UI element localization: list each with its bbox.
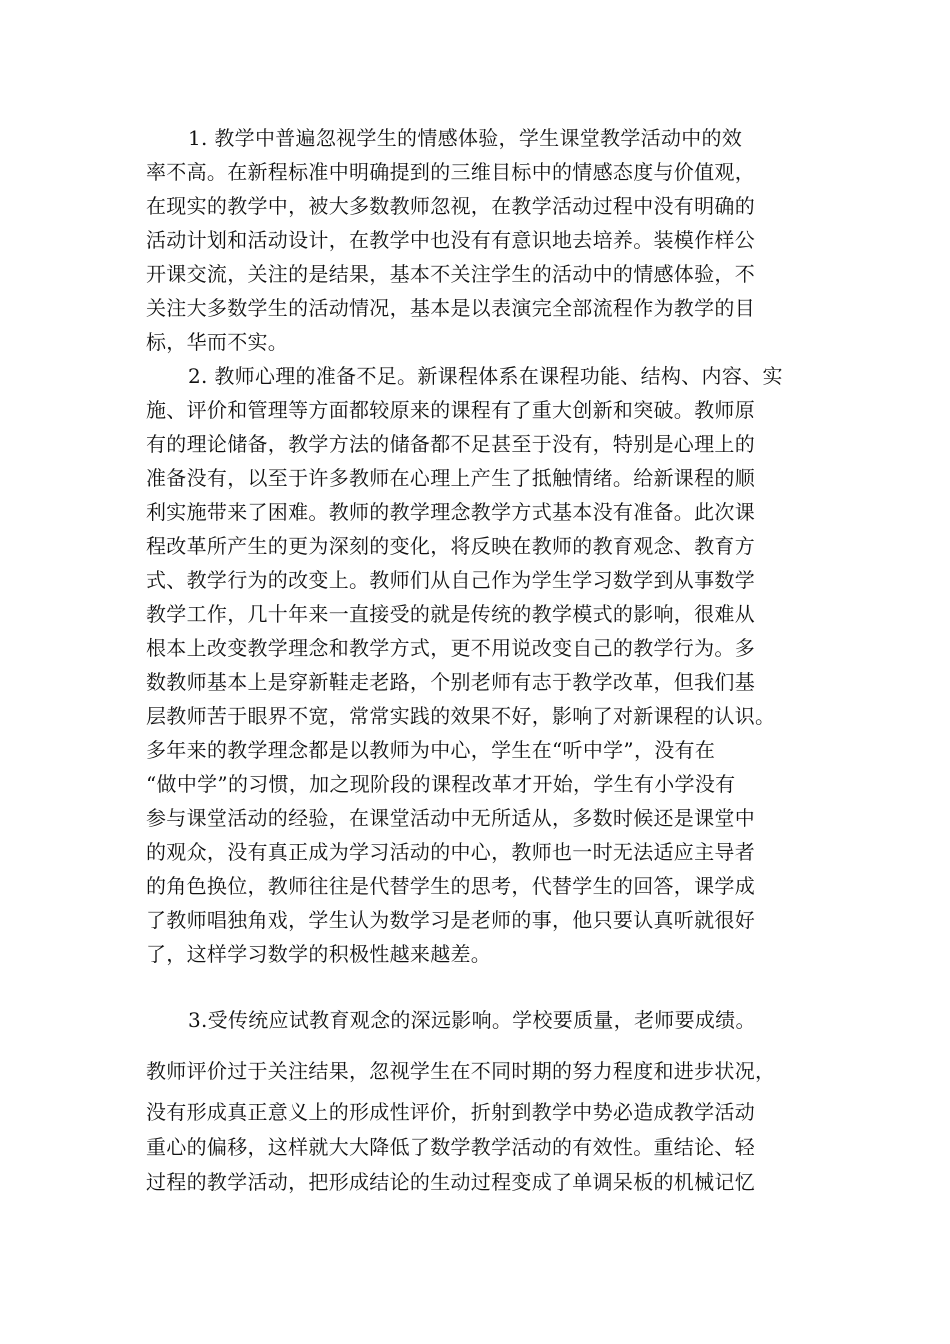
text-line: 的角色换位，教师往往是代替学生的思考，代替学生的回答，课学成 xyxy=(146,874,755,898)
text-line: 的观众，没有真正成为学习活动的中心，教师也一时无法适应主导者 xyxy=(146,840,755,864)
text-line: 关注大多数学生的活动情况，基本是以表演完全部流程作为教学的目 xyxy=(146,296,755,320)
text-line: 利实施带来了困难。教师的教学理念教学方式基本没有准备。此次课 xyxy=(146,500,755,524)
text-line: “做中学”的习惯，加之现阶段的课程改革才开始，学生有小学没有 xyxy=(146,772,736,796)
text-line: 了，这样学习数学的积极性越来越差。 xyxy=(146,942,492,966)
text-line: 率不高。在新程标准中明确提到的三维目标中的情感态度与价值观， xyxy=(146,160,755,184)
text-line: 教学工作，几十年来一直接受的就是传统的教学模式的影响，很难从 xyxy=(146,602,755,626)
text-line: 开课交流，关注的是结果，基本不关注学生的活动中的情感体验，不 xyxy=(146,262,755,286)
text-line: 多年来的教学理念都是以教师为中心，学生在“听中学”，没有在 xyxy=(146,738,716,762)
text-line: 重心的偏移，这样就大大降低了数学教学活动的有效性。重结论、轻 xyxy=(146,1135,755,1159)
section-heading: 3.受传统应试教育观念的深远影响。学校要质量，老师要成绩。 xyxy=(188,1008,756,1032)
text-line: 了教师唱独角戏，学生认为数学习是老师的事，他只要认真听就很好 xyxy=(146,908,755,932)
text-line: 施、评价和管理等方面都较原来的课程有了重大创新和突破。教师原 xyxy=(146,398,755,422)
text-line: 过程的教学活动，把形成结论的生动过程变成了单调呆板的机械记忆 xyxy=(146,1170,755,1194)
text-line: 参与课堂活动的经验，在课堂活动中无所适从，多数时候还是课堂中 xyxy=(146,806,755,830)
text-line: 程改革所产生的更为深刻的变化，将反映在教师的教育观念、教育方 xyxy=(146,534,755,558)
text-line: 有的理论储备，教学方法的储备都不足甚至于没有，特别是心理上的 xyxy=(146,432,755,456)
text-line: 层教师苦于眼界不宽，常常实践的效果不好，影响了对新课程的认识。 xyxy=(146,704,776,728)
text-line: 1. 教学中普遍忽视学生的情感体验，学生课堂教学活动中的效 xyxy=(188,126,743,150)
text-line: 活动计划和活动设计，在教学中也没有有意识地去培养。装模作样公 xyxy=(146,228,755,252)
text-line: 数教师基本上是穿新鞋走老路，个别老师有志于教学改革，但我们基 xyxy=(146,670,755,694)
text-line: 在现实的教学中，被大多数教师忽视，在教学活动过程中没有明确的 xyxy=(146,194,755,218)
text-line: 没有形成真正意义上的形成性评价，折射到教学中势必造成教学活动 xyxy=(146,1100,755,1124)
text-line: 根本上改变教学理念和教学方式，更不用说改变自己的教学行为。多 xyxy=(146,636,755,660)
text-line: 教师评价过于关注结果，忽视学生在不同时期的努力程度和进步状况， xyxy=(146,1059,776,1083)
text-line: 准备没有，以至于许多教师在心理上产生了抵触情绪。给新课程的顺 xyxy=(146,466,755,490)
text-line: 式、教学行为的改变上。教师们从自己作为学生学习数学到从事数学 xyxy=(146,568,755,592)
text-line: 标，华而不实。 xyxy=(146,330,289,354)
text-line: 2. 教师心理的准备不足。新课程体系在课程功能、结构、内容、实 xyxy=(188,364,783,388)
